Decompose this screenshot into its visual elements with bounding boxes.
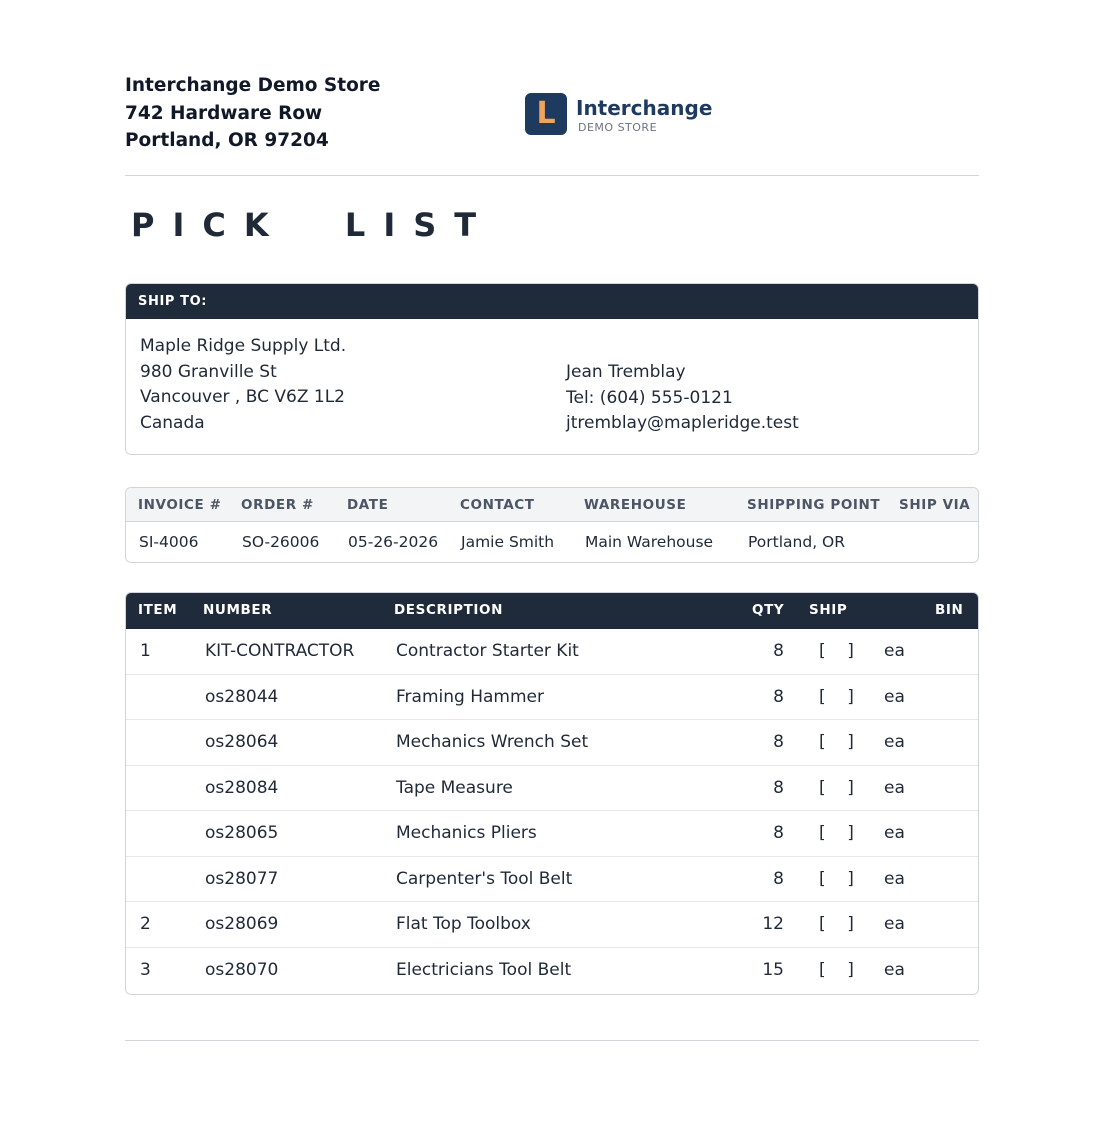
header-warehouse: WAREHOUSE — [584, 497, 687, 513]
item-qty: 8 — [773, 732, 784, 752]
table-row — [126, 857, 978, 903]
ship-to-contact-name: Jean Tremblay — [566, 362, 686, 382]
order-shipping-point: Portland, OR — [748, 533, 846, 551]
store-name: Interchange Demo Store — [125, 75, 381, 96]
item-number: KIT-CONTRACTOR — [205, 641, 355, 661]
ship-checkbox: [ ] — [819, 686, 854, 707]
item-qty: 8 — [773, 823, 784, 843]
header-qty: QTY — [752, 602, 785, 618]
header-number: NUMBER — [203, 602, 273, 618]
order-meta-header — [126, 488, 978, 522]
header-ship: SHIP — [809, 602, 848, 618]
logo-subtitle: DEMO STORE — [578, 121, 658, 134]
item-qty: 8 — [773, 868, 784, 889]
ship-to-address — [140, 334, 346, 437]
item-number: os28084 — [205, 777, 279, 798]
item-description: Framing Hammer — [396, 686, 544, 707]
item-index: 2 — [140, 914, 151, 934]
header-order: ORDER # — [241, 497, 314, 513]
item-description: Carpenter's Tool Belt — [396, 868, 573, 889]
header-shipping-point: SHIPPING POINT — [747, 497, 881, 513]
ship-to-company: Maple Ridge Supply Ltd. — [140, 336, 347, 356]
ship-checkbox: [ ] — [819, 868, 854, 889]
document-header — [125, 72, 979, 162]
item-unit: ea — [884, 732, 905, 752]
item-unit: ea — [884, 959, 905, 980]
item-unit: ea — [884, 868, 905, 889]
item-unit: ea — [884, 823, 905, 843]
item-qty: 8 — [773, 777, 784, 798]
order-meta-table — [125, 487, 979, 563]
header-contact: CONTACT — [460, 497, 535, 513]
ship-checkbox: [ ] — [819, 641, 854, 661]
invoice-number: SI-4006 — [139, 533, 199, 551]
item-description: Contractor Starter Kit — [396, 641, 579, 661]
item-number: os28044 — [205, 686, 279, 707]
ship-checkbox: [ ] — [819, 914, 854, 934]
header-divider — [125, 175, 979, 176]
table-row — [126, 766, 978, 812]
header-date: DATE — [347, 497, 389, 513]
header-invoice: INVOICE # — [138, 497, 222, 513]
ship-checkbox: [ ] — [819, 959, 854, 980]
items-header — [126, 593, 978, 629]
table-row — [126, 948, 978, 994]
ship-to-city: Vancouver , BC V6Z 1L2 — [140, 387, 345, 408]
pick-items-table — [125, 592, 979, 995]
item-description: Mechanics Wrench Set — [396, 732, 589, 752]
item-qty: 8 — [773, 641, 784, 661]
item-number: os28065 — [205, 823, 279, 843]
header-bin: BIN — [935, 602, 964, 618]
table-row — [126, 720, 978, 766]
logo-name: Interchange — [576, 96, 713, 120]
item-unit: ea — [884, 914, 905, 934]
item-unit: ea — [884, 686, 905, 707]
item-description: Tape Measure — [396, 777, 513, 798]
ship-to-street: 980 Granville St — [140, 361, 277, 382]
store-address — [125, 72, 380, 155]
table-row — [126, 811, 978, 857]
order-contact: Jamie Smith — [461, 533, 555, 551]
ship-to-panel — [125, 283, 979, 455]
store-city: Portland, OR 97204 — [125, 130, 329, 151]
item-number: os28069 — [205, 914, 279, 934]
ship-checkbox: [ ] — [819, 732, 854, 752]
header-description: DESCRIPTION — [394, 602, 503, 618]
ship-checkbox: [ ] — [819, 823, 854, 843]
ship-to-contact — [566, 360, 799, 437]
header-item: ITEM — [138, 602, 178, 618]
items-body — [126, 629, 978, 993]
item-qty: 8 — [773, 686, 784, 707]
item-number: os28064 — [205, 732, 279, 752]
item-description: Electricians Tool Belt — [396, 959, 572, 980]
item-index: 1 — [140, 641, 151, 661]
header-ship-via: SHIP VIA — [899, 497, 971, 513]
ship-to-email: jtremblay@mapleridge.test — [566, 413, 799, 434]
table-row — [126, 629, 978, 675]
order-number: SO-26006 — [242, 533, 320, 551]
item-qty: 12 — [762, 914, 784, 934]
ship-to-country: Canada — [140, 413, 205, 434]
item-number: os28070 — [205, 959, 279, 980]
logo-mark-icon — [525, 93, 567, 135]
footer-divider — [125, 1040, 979, 1041]
ship-checkbox: [ ] — [819, 777, 854, 798]
page-title: PICK LIST — [131, 206, 495, 244]
table-row — [126, 675, 978, 721]
table-row — [126, 902, 978, 948]
order-warehouse: Main Warehouse — [585, 533, 714, 551]
store-street: 742 Hardware Row — [125, 102, 323, 124]
logo-letter: L — [536, 96, 556, 131]
item-qty: 15 — [762, 959, 784, 980]
item-description: Flat Top Toolbox — [396, 914, 531, 934]
item-description: Mechanics Pliers — [396, 823, 537, 843]
order-date: 05-26-2026 — [348, 533, 439, 551]
item-unit: ea — [884, 641, 905, 661]
item-number: os28077 — [205, 868, 279, 889]
ship-to-phone: Tel: (604) 555-0121 — [566, 387, 733, 408]
item-unit: ea — [884, 777, 905, 798]
ship-to-label: SHIP TO: — [126, 284, 978, 319]
item-index: 3 — [140, 959, 151, 980]
